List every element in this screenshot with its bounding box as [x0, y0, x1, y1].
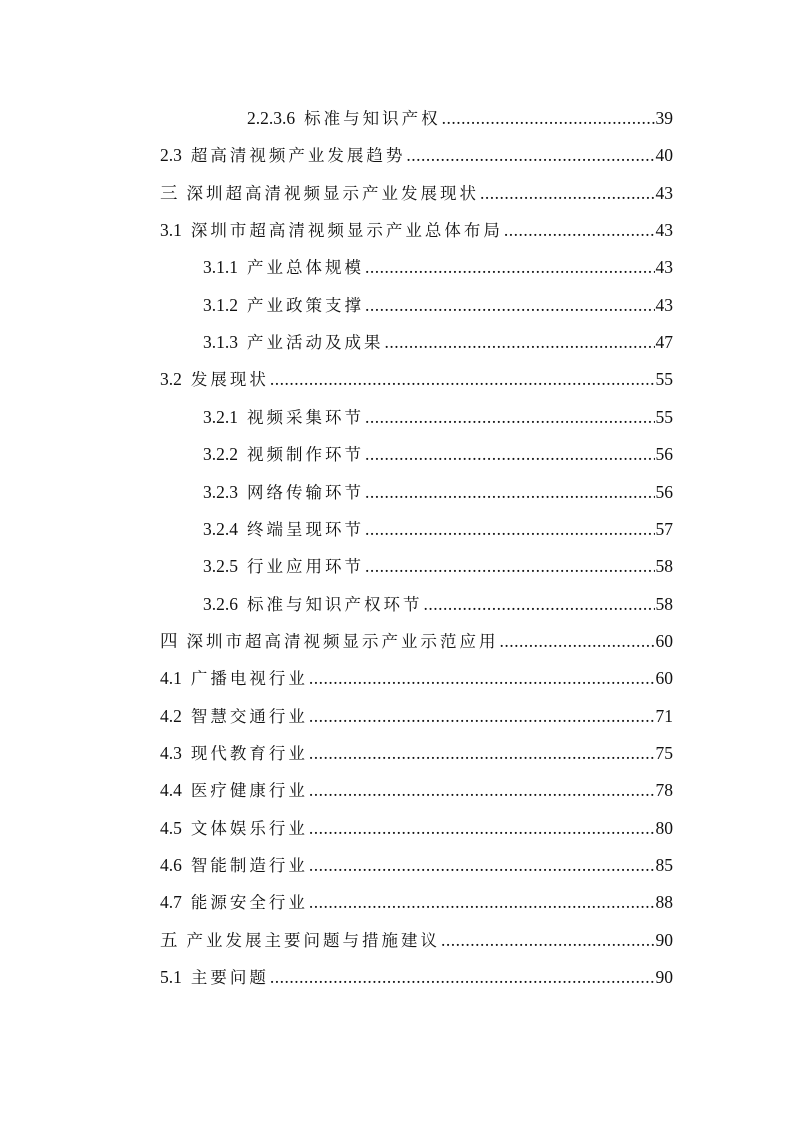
toc-leader-dots: [309, 892, 655, 913]
toc-entry-page: 43: [655, 257, 673, 278]
toc-entry[interactable]: [203, 329, 673, 357]
toc-entry-page: 40: [655, 145, 673, 166]
toc-leader-dots: [500, 631, 655, 652]
toc-entry[interactable]: [160, 703, 673, 731]
toc-entry-number: 3.2.3: [203, 481, 238, 502]
toc-leader-dots: [365, 407, 655, 428]
toc-entry-number: 4.1: [160, 668, 182, 689]
toc-leader-dots: [365, 519, 655, 540]
toc-entry-number: 3.2.5: [203, 556, 238, 577]
toc-entry-page: 58: [655, 556, 673, 577]
toc-leader-dots: [309, 668, 655, 689]
toc-entry-number: 3.2.6: [203, 593, 238, 614]
toc-entry-title: 深圳市超高清视频显示产业示范应用: [186, 631, 499, 651]
toc-entry-number: 4.7: [160, 892, 182, 913]
toc-entry-page: 60: [655, 630, 673, 651]
toc-entry[interactable]: [160, 366, 673, 394]
toc-leader-dots: [365, 444, 655, 465]
toc-entry-number: 5.1: [160, 967, 182, 988]
toc-leader-dots: [309, 706, 655, 727]
toc-entry-number: 五: [160, 929, 178, 950]
toc-entry-title: 产业活动及成果: [247, 333, 384, 353]
toc-entry[interactable]: [203, 404, 673, 432]
toc-leader-dots: [424, 594, 655, 615]
toc-entry-title: 产业总体规模: [247, 258, 364, 278]
toc-entry-title: 视频采集环节: [247, 407, 364, 427]
toc-leader-dots: [309, 818, 655, 839]
toc-entry-number: 3.1.1: [203, 257, 238, 278]
toc-entry-page: 75: [655, 742, 673, 763]
toc-entry[interactable]: [203, 553, 673, 581]
toc-entry-page: 56: [655, 444, 673, 465]
toc-entry-page: 85: [655, 855, 673, 875]
toc-entry[interactable]: [160, 889, 673, 917]
toc-entry-number: 3.2: [160, 369, 182, 390]
toc-entry-page: 56: [655, 481, 673, 502]
toc-entry-title: 智能制造行业: [190, 856, 308, 875]
toc-leader-dots: [309, 855, 655, 876]
toc-entry[interactable]: [203, 292, 673, 320]
toc-entry-page: 57: [655, 518, 673, 539]
toc-entry-page: 43: [655, 182, 673, 203]
toc-entry-page: 43: [655, 294, 673, 315]
toc-entry-page: 43: [655, 220, 673, 241]
toc-entry-title: 深圳市超高清视频显示产业总体布局: [190, 221, 503, 241]
toc-entry[interactable]: [160, 927, 673, 955]
toc-entry-number: 四: [160, 630, 178, 651]
toc-entry-page: 39: [655, 108, 673, 128]
toc-entry-number: 3.2.2: [203, 444, 238, 465]
toc-entry-page: 55: [655, 369, 673, 390]
toc-entry-title: 深圳超高清视频显示产业发展现状: [186, 183, 479, 203]
toc-leader-dots: [365, 257, 655, 278]
toc-entry-title: 医疗健康行业: [190, 781, 308, 801]
toc-leader-dots: [309, 743, 655, 764]
toc-entry-title: 主要问题: [190, 968, 269, 988]
toc-entry[interactable]: [160, 180, 673, 208]
toc-entry[interactable]: [160, 964, 673, 992]
toc-entry-page: 90: [655, 967, 673, 988]
toc-entry-page: 58: [655, 593, 673, 614]
toc-leader-dots: [406, 145, 654, 166]
toc-entry-page: 80: [655, 817, 673, 838]
toc-entry[interactable]: [203, 254, 673, 282]
toc-leader-dots: [385, 332, 655, 353]
toc-entry[interactable]: [160, 142, 673, 170]
toc-entry-number: 三: [160, 182, 178, 203]
toc-entry-number: 2.3: [160, 145, 182, 166]
toc-entry-page: 90: [655, 929, 673, 950]
toc-entry-title: 产业政策支撑: [247, 295, 364, 315]
toc-entry[interactable]: [203, 479, 673, 507]
toc-leader-dots: [441, 930, 655, 951]
toc-entry-title: 视频制作环节: [247, 445, 364, 465]
toc-entry-number: 4.2: [160, 705, 182, 726]
toc-entry-page: 55: [655, 406, 673, 427]
toc-leader-dots: [365, 482, 655, 503]
toc-leader-dots: [365, 556, 655, 577]
toc-entry-page: 71: [655, 705, 673, 726]
toc-entry[interactable]: [160, 217, 673, 245]
toc-entry-number: 3.1.3: [203, 332, 238, 353]
toc-entry-number: 3.2.4: [203, 518, 238, 539]
toc-leader-dots: [480, 183, 655, 204]
toc-entry-title: 广播电视行业: [190, 669, 308, 689]
toc-entry[interactable]: [203, 441, 673, 469]
toc-entry-number: 3.1.2: [203, 294, 238, 315]
toc-entry-title: 网络传输环节: [247, 482, 364, 502]
toc-entry-title: 超高清视频产业发展趋势: [190, 146, 406, 166]
toc-entry[interactable]: [160, 628, 673, 656]
toc-entry-number: 3.1: [160, 220, 182, 241]
toc-entry-page: 60: [655, 668, 673, 689]
toc-entry-title: 产业发展主要问题与措施建议: [186, 930, 440, 950]
toc-leader-dots: [309, 780, 655, 801]
toc-entry-title: 文体娱乐行业: [190, 818, 308, 838]
toc-entry-title: 行业应用环节: [247, 557, 364, 577]
toc-entry[interactable]: [160, 777, 673, 805]
toc-entry-page: 47: [655, 332, 673, 353]
toc-entry[interactable]: [247, 105, 673, 133]
toc-leader-dots: [365, 295, 655, 316]
toc-entry[interactable]: [203, 516, 673, 544]
toc-entry[interactable]: [203, 591, 673, 619]
toc-entry[interactable]: [160, 852, 673, 880]
toc-entry-title: 发展现状: [190, 370, 269, 390]
toc-entry-number: 4.5: [160, 817, 182, 838]
toc-entry-title: 标准与知识产权环节: [247, 594, 423, 614]
toc-entry-title: 智慧交通行业: [190, 706, 308, 726]
toc-entry-number: 2.2.3.6: [247, 108, 296, 128]
toc-entry-title: 现代教育行业: [190, 743, 308, 763]
toc-leader-dots: [270, 369, 655, 390]
toc-entry-page: 78: [655, 780, 673, 801]
toc-entry-number: 4.4: [160, 780, 182, 801]
toc-entry-number: 3.2.1: [203, 406, 238, 427]
toc-entry-page: 88: [655, 892, 673, 913]
toc-entry[interactable]: [160, 665, 673, 693]
toc-entry-number: 4.3: [160, 742, 182, 763]
toc-entry-number: 4.6: [160, 855, 182, 875]
toc-entry[interactable]: [160, 815, 673, 843]
toc-entry-title: 能源安全行业: [190, 893, 308, 913]
toc-leader-dots: [504, 220, 655, 241]
toc-leader-dots: [442, 108, 655, 129]
toc-leader-dots: [270, 967, 655, 988]
toc-entry-title: 终端呈现环节: [247, 519, 364, 539]
toc-entry[interactable]: [160, 740, 673, 768]
toc-entry-title: 标准与知识产权: [304, 109, 441, 128]
